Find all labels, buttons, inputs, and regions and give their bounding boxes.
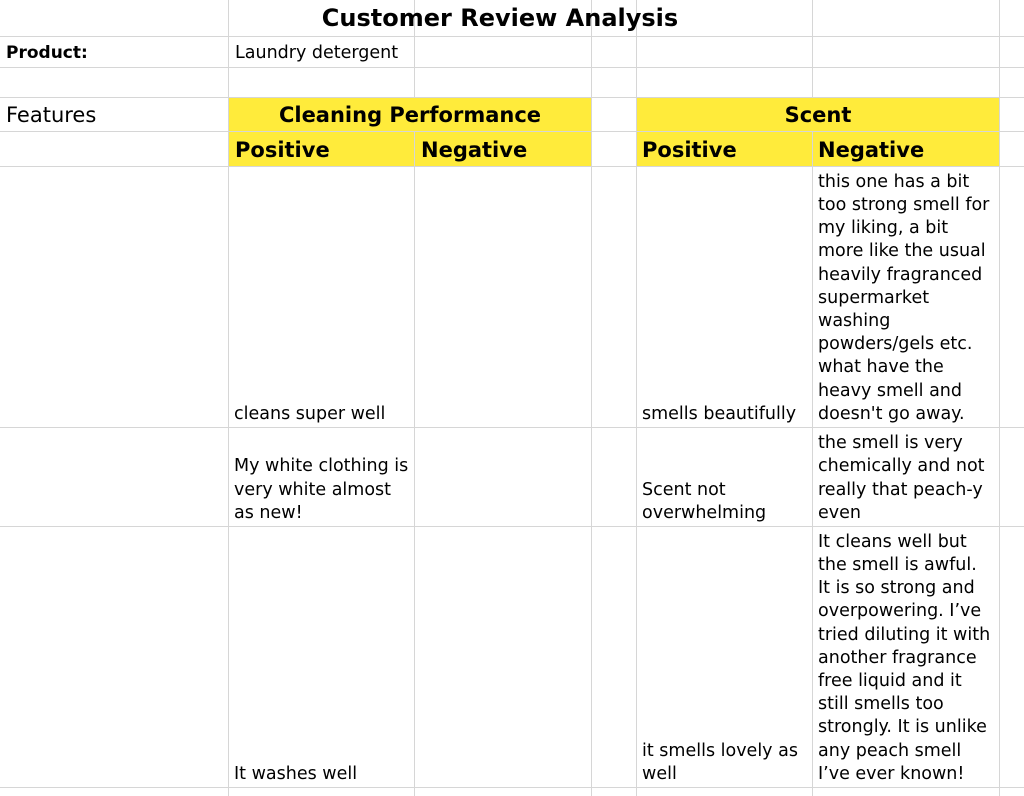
gridline bbox=[591, 0, 592, 796]
cleaning-positive-header[interactable]: Positive bbox=[229, 132, 414, 166]
review-cell[interactable]: smells beautifully bbox=[642, 403, 797, 424]
review-cell[interactable]: cleans super well bbox=[234, 403, 386, 424]
review-cell[interactable]: It cleans well but the smell is awful. It is so strong and overpowering. I’ve tried diluting it with another fragrance free liquid and it still smells too strongly. It is unlike any peach smell I’ve ever known! bbox=[818, 531, 991, 784]
review-cell[interactable]: this one has a bit too strong smell for my liking, a bit more like the usual heavily fragranced supermarket washing powders/gels etc. what have the heavy smell and doesn't go away. bbox=[818, 171, 990, 424]
cleaning-negative-header[interactable]: Negative bbox=[415, 132, 591, 166]
review-cell[interactable] bbox=[415, 167, 591, 427]
review-cell[interactable]: Scent not overwhelming bbox=[642, 479, 767, 523]
group-header-cleaning-performance[interactable]: Cleaning Performance bbox=[229, 98, 591, 131]
product-value[interactable]: Laundry detergent bbox=[235, 43, 399, 63]
review-cell[interactable] bbox=[415, 428, 591, 526]
review-cell[interactable] bbox=[415, 527, 591, 787]
gridline bbox=[0, 787, 1024, 788]
gridline bbox=[0, 67, 1024, 68]
group-header-scent[interactable]: Scent bbox=[637, 98, 999, 131]
review-cell[interactable]: It washes well bbox=[234, 763, 358, 784]
sheet-title[interactable]: Customer Review Analysis bbox=[321, 4, 679, 32]
review-cell[interactable]: My white clothing is very white almost as new! bbox=[234, 456, 409, 523]
review-cell[interactable]: it smells lovely as well bbox=[642, 740, 798, 784]
scent-negative-header[interactable]: Negative bbox=[813, 132, 999, 166]
review-cell[interactable]: the smell is very chemically and not really that peach-y even bbox=[818, 433, 985, 523]
product-label[interactable]: Product: bbox=[6, 43, 88, 63]
scent-positive-header[interactable]: Positive bbox=[637, 132, 812, 166]
gridline bbox=[999, 0, 1000, 796]
features-label[interactable]: Features bbox=[6, 103, 97, 127]
